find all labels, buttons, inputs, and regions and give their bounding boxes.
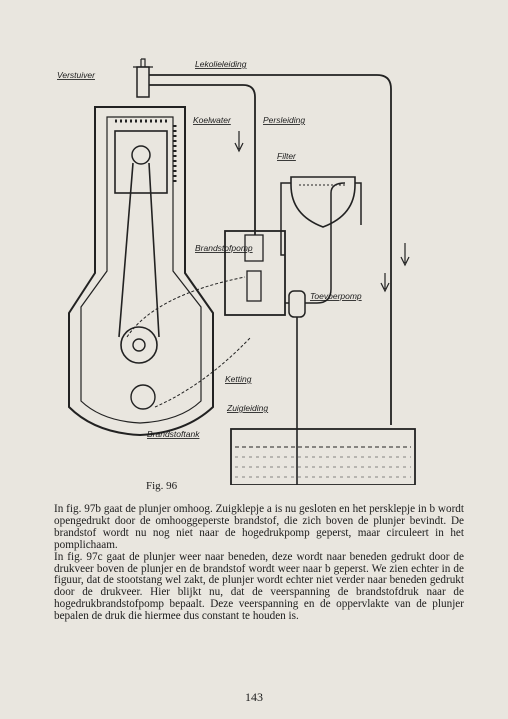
label-ketting: Ketting	[225, 374, 252, 384]
paragraph: In fig. 97b gaat de plunjer omhoog. Zuigklepje a is nu gesloten en het persklepje in b wordt opengedrukt door de omhooggeperste brandstof, die zich boven de plunjer bevindt. De brandstof wordt nu nog niet naar de hogedrukpomp geperst, maar circuleert in het pomplichaam.	[54, 503, 464, 551]
label-koelwater: Koelwater	[193, 115, 231, 125]
label-lekolieleiding: Lekolieleiding	[195, 59, 247, 69]
label-persleiding: Persleiding	[263, 115, 306, 125]
body-text	[54, 504, 464, 623]
label-filter: Filter	[277, 151, 296, 161]
label-zuigleiding: Zuigleiding	[227, 403, 269, 413]
piston	[115, 131, 167, 193]
label-verstuiver: Verstuiver	[57, 70, 95, 80]
diagram-svg	[55, 45, 455, 485]
injector	[137, 67, 149, 97]
chain	[127, 277, 251, 407]
figure-caption: Fig. 96	[146, 480, 178, 492]
piston-pin	[132, 146, 150, 164]
crank	[121, 327, 157, 363]
page-number: 143	[245, 690, 263, 704]
cylinder-wall	[81, 117, 201, 423]
paragraph: In fig. 97c gaat de plunjer weer naar beneden, deze wordt naar beneden gedrukt door de drukveer boven de plunjer en de brandstof wordt weer naar b geperst. We zien echter in de figuur, dat de stootstang wel zakt, de plunjer wordt echter niet verder naar beneden gedrukt door de drukveer. Hier blijkt nu, dat de veerspanning de brandstofdruk naar de hogedrukbrandstofpomp bepaalt. Deze veerspanning en de oppervlakte van de plunjer bepalen de druk die hiermee dus constant te houden is.	[54, 550, 464, 623]
label-brandstoftank: Brandstoftank	[147, 429, 200, 439]
feed-pump	[289, 291, 305, 317]
crank-wheel	[131, 385, 155, 409]
engine-fuel-system-diagram	[55, 45, 455, 485]
label-brandstofpomp: Brandstofpomp	[195, 243, 253, 253]
label-toevoerpomp: Toevoerpomp	[310, 291, 362, 301]
